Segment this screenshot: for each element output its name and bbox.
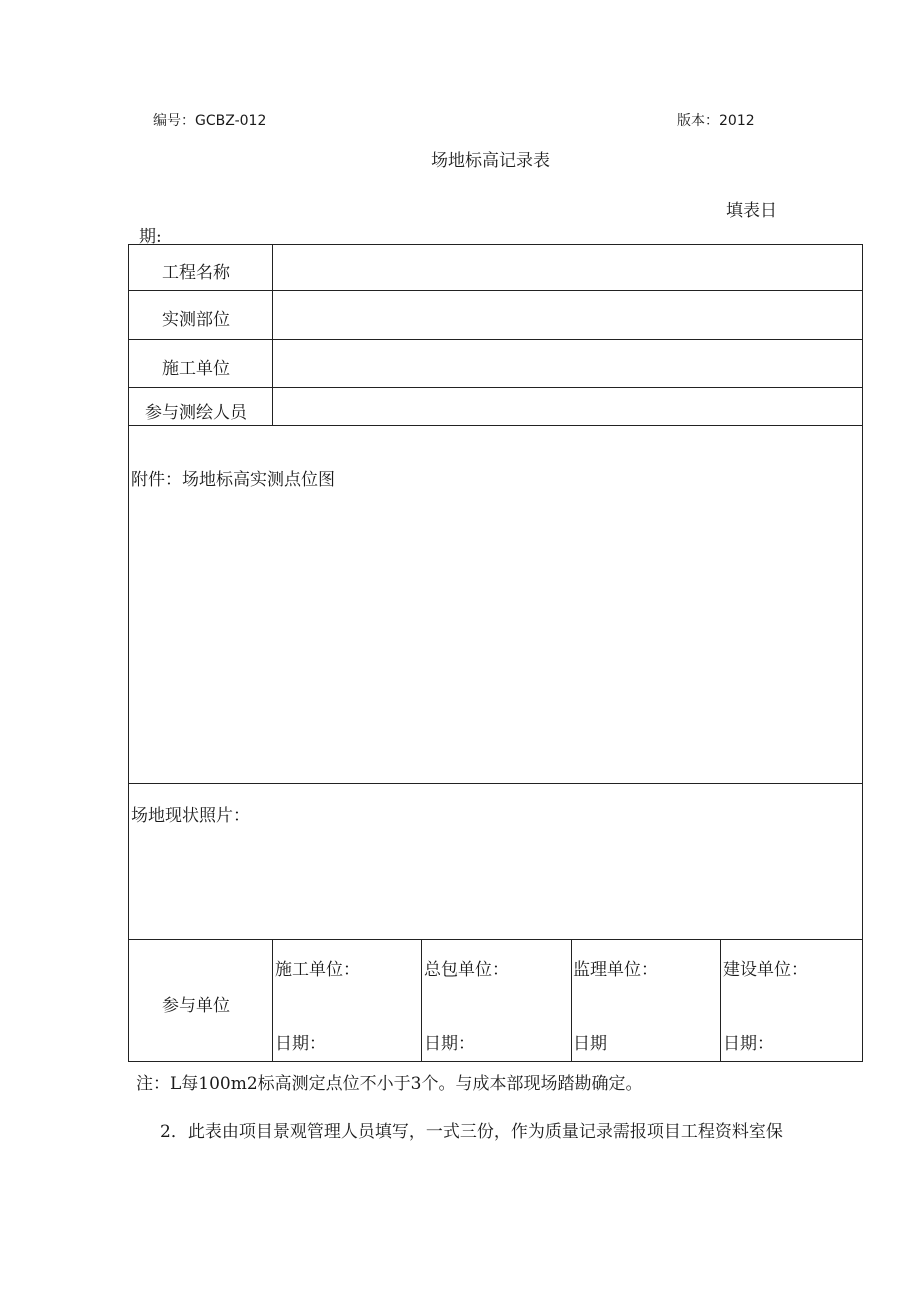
row-divider: [128, 425, 863, 426]
column-divider: [720, 939, 721, 1062]
page-title: 场地标高记录表: [431, 151, 550, 171]
fill-date-label-part1: 填表日: [726, 201, 777, 221]
supervision-unit-signoff: 监理单位：: [573, 960, 658, 980]
label-measured-location: 实测部位: [162, 310, 230, 330]
document-number: 编号：GCBZ-012: [153, 113, 267, 129]
participants-label: 参与单位: [162, 996, 230, 1016]
field-survey-personnel[interactable]: [273, 388, 862, 425]
fill-date-label-part2: 期:: [139, 227, 162, 247]
field-measured-location[interactable]: [273, 291, 862, 339]
field-construction-unit[interactable]: [273, 340, 862, 387]
owner-unit-signoff: 建设单位：: [723, 960, 808, 980]
photos-label: 场地现状照片：: [131, 806, 250, 826]
label-project-name: 工程名称: [162, 263, 230, 283]
note-2: 2．此表由项目景观管理人员填写，一式三份，作为质量记录需报项目工程资料室保: [160, 1122, 783, 1142]
field-project-name[interactable]: [273, 245, 862, 290]
column-divider: [272, 939, 273, 1062]
note-1: 注：L每100m2标高测定点位不小于3个。与成本部现场踏勘确定。: [136, 1074, 643, 1094]
row-divider: [128, 783, 863, 784]
general-contractor-date: 日期：: [424, 1034, 475, 1054]
supervision-unit-date: 日期: [573, 1034, 607, 1054]
attachment-label: 附件：场地标高实测点位图: [131, 470, 335, 490]
construction-unit-signoff: 施工单位：: [275, 960, 360, 980]
column-divider: [571, 939, 572, 1062]
general-contractor-signoff: 总包单位：: [424, 960, 509, 980]
row-divider: [128, 939, 863, 940]
attachment-area[interactable]: [129, 495, 862, 782]
document-version: 版本：2012: [677, 113, 755, 129]
label-survey-personnel: 参与测绘人员: [145, 403, 247, 423]
column-divider: [421, 939, 422, 1062]
label-construction-unit: 施工单位: [162, 359, 230, 379]
construction-unit-date: 日期：: [275, 1034, 326, 1054]
owner-unit-date: 日期：: [723, 1034, 774, 1054]
photos-area[interactable]: [129, 830, 862, 938]
